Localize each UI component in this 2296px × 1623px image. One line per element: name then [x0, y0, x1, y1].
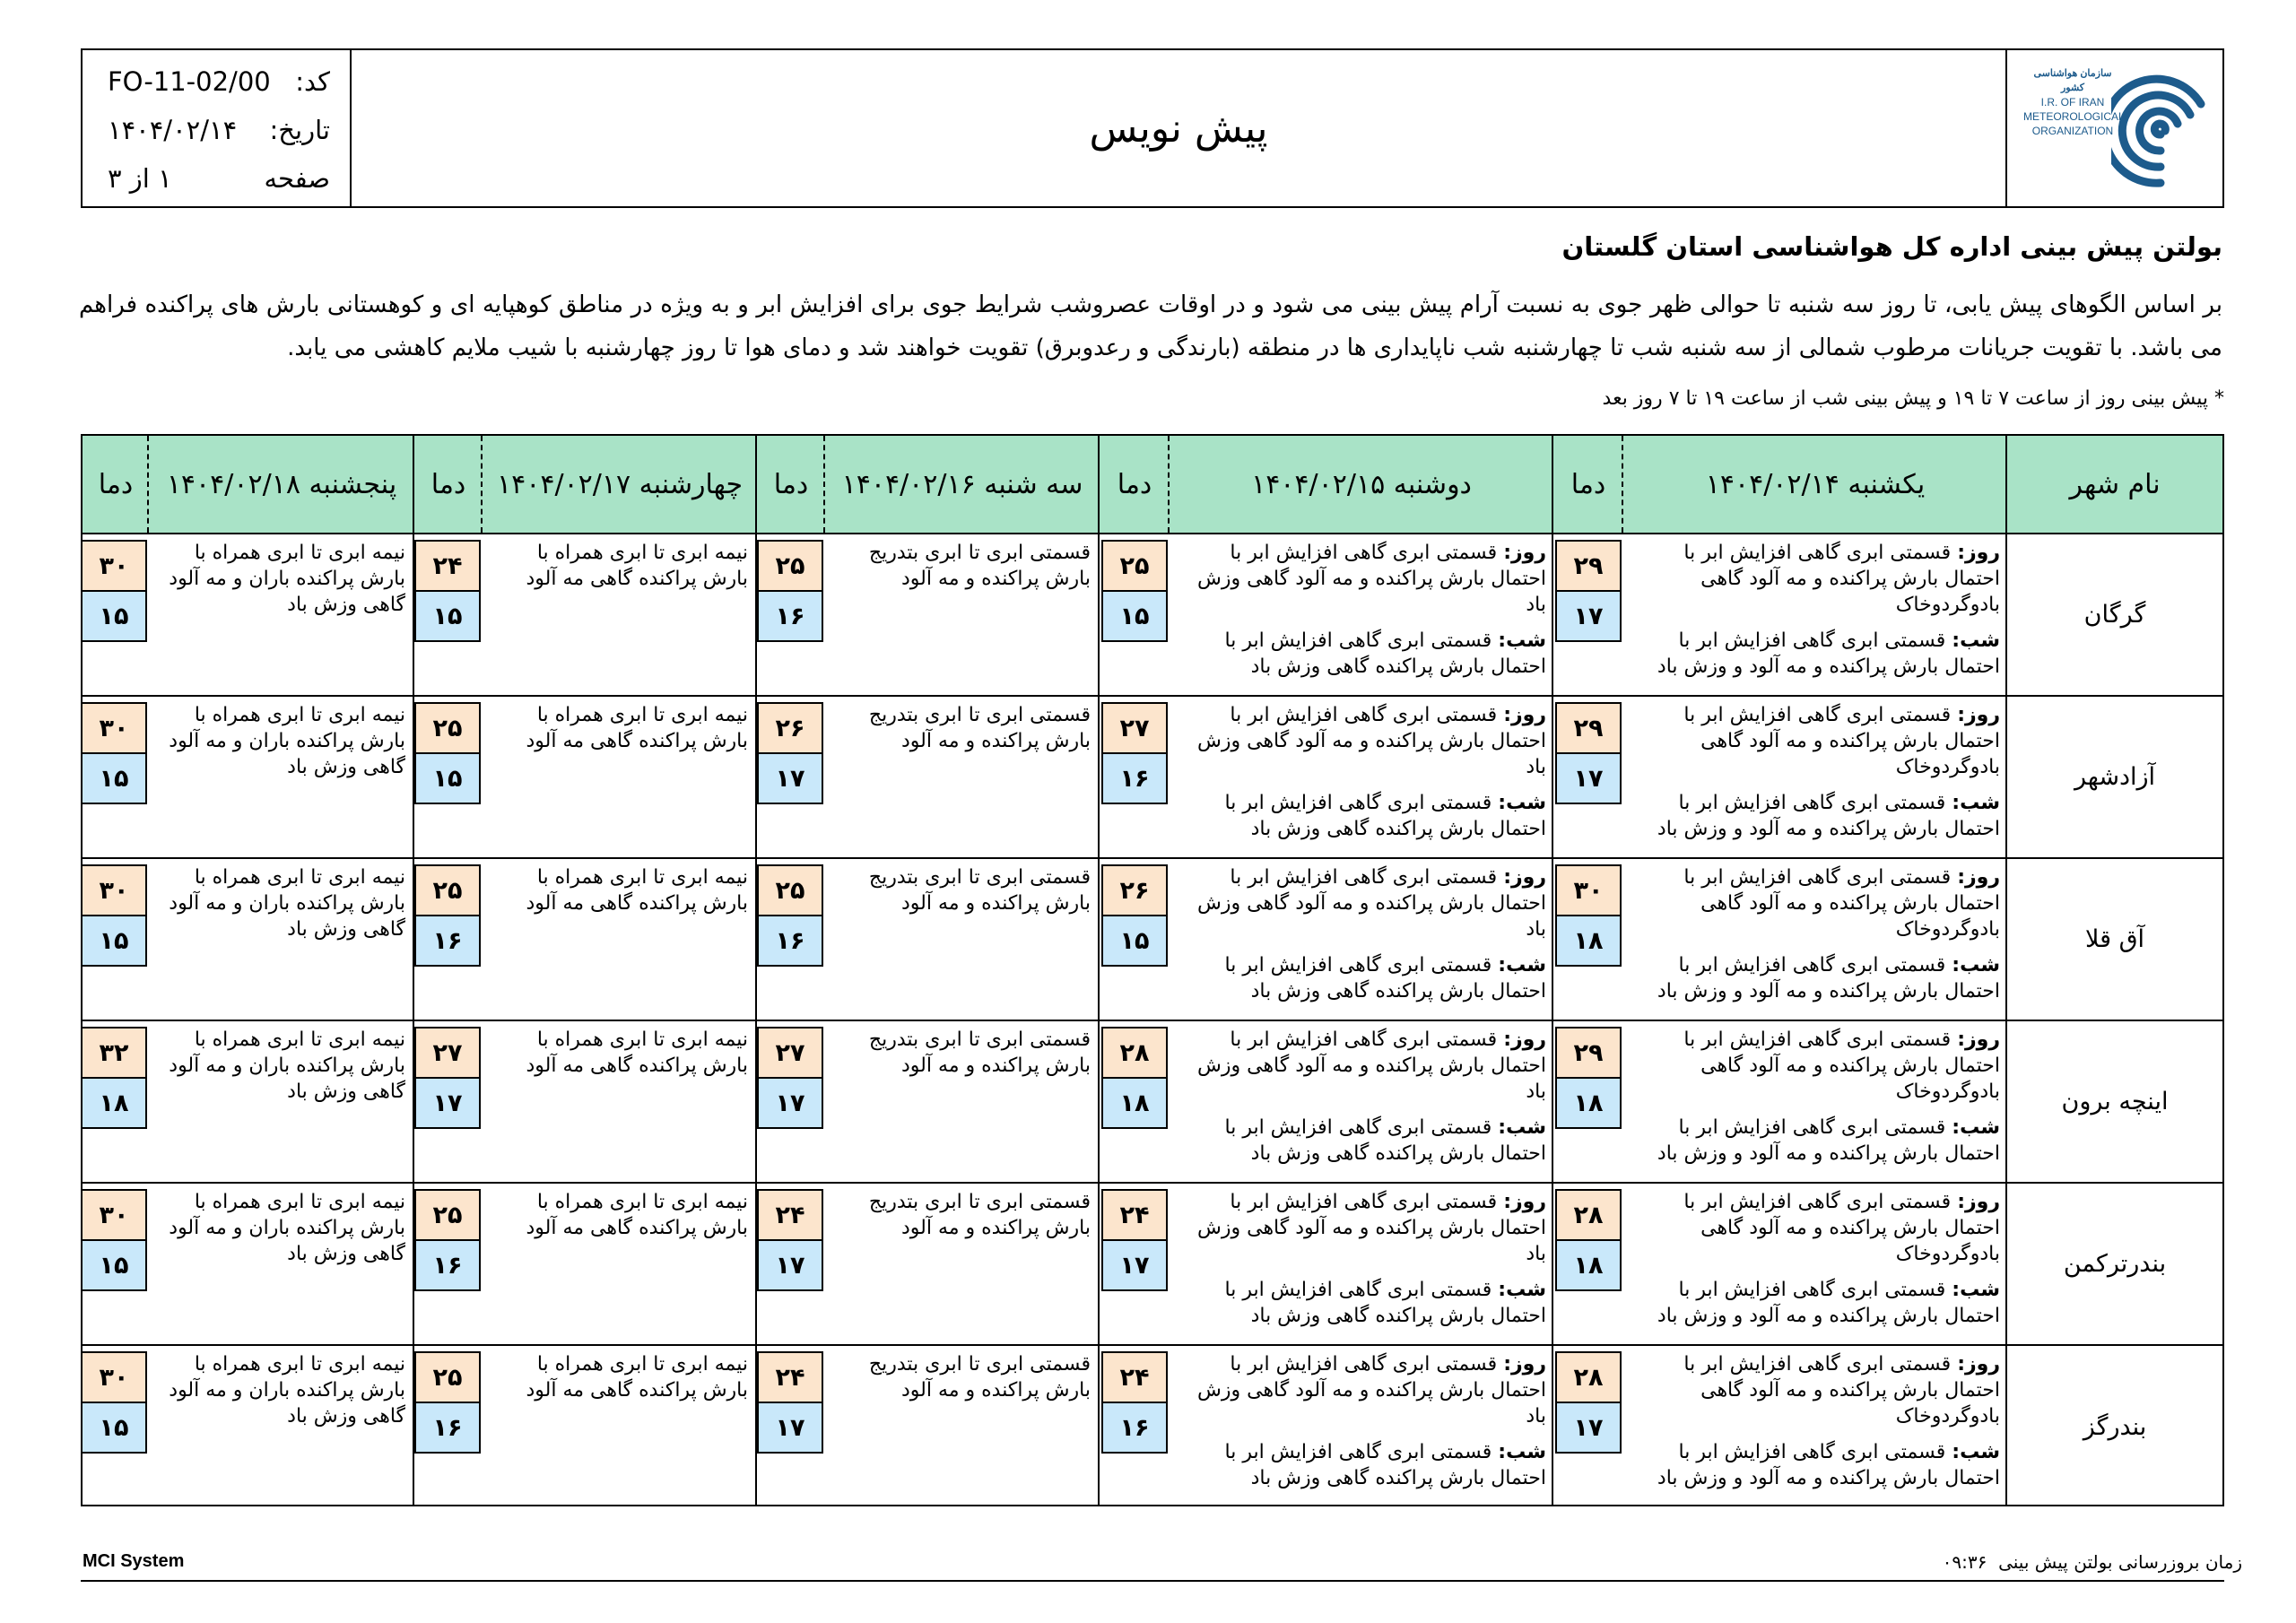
forecast-table [81, 434, 2224, 1506]
logo [2005, 50, 2222, 206]
day2-night-forecast: شب: قسمتی ابری گاهی افزایش ابر با احتمال بارش پراکنده گاهی وزش باد [1224, 1116, 1546, 1165]
day5-min-temp: ۱۵ [81, 1239, 147, 1291]
day2-night-forecast: شب: قسمتی ابری گاهی افزایش ابر با احتمال بارش پراکنده گاهی وزش باد [1224, 629, 1546, 678]
day1-day-forecast: روز: قسمتی ابری گاهی افزایش ابر با احتمال بارش پراکنده و مه آلود گاهی بادوگردوخاک [1683, 1353, 2000, 1428]
day5-forecast: نیمه ابری تا ابری همراه با بارش پراکنده باران و مه آلود گاهی وزش باد [169, 542, 405, 616]
day1-min-temp: ۱۷ [1555, 752, 1622, 804]
day1-max-temp: ۲۸ [1555, 1189, 1622, 1241]
table-row [83, 1184, 2222, 1346]
day5-header: پنجشنبه ۱۴۰۴/۰۲/۱۸ [166, 468, 397, 500]
day5-forecast: نیمه ابری تا ابری همراه با بارش پراکنده باران و مه آلود گاهی وزش باد [169, 866, 405, 941]
day3-max-temp: ۲۶ [757, 702, 823, 754]
day4-max-temp: ۲۵ [414, 864, 481, 916]
day1-night-forecast: شب: قسمتی ابری گاهی افزایش ابر با احتمال بارش پراکنده و مه آلود و وزش باد [1657, 1441, 2000, 1489]
date-label: تاریخ: [269, 115, 330, 145]
day4-min-temp: ۱۵ [414, 752, 481, 804]
day2-day-forecast: روز: قسمتی ابری گاهی افزایش ابر با احتمال بارش پراکنده و مه آلود گاهی وزش باد [1197, 1353, 1546, 1428]
day1-max-temp: ۲۸ [1555, 1351, 1622, 1403]
day2-max-temp: ۲۵ [1101, 540, 1168, 592]
table-row [83, 534, 2222, 697]
day2-min-temp: ۱۷ [1101, 1239, 1168, 1291]
day4-max-temp: ۲۵ [414, 702, 481, 754]
table-row [83, 1346, 2222, 1508]
day3-forecast: قسمتی ابری تا ابری بتدریج بارش پراکنده و مه آلود [868, 1191, 1091, 1239]
day1-night-forecast: شب: قسمتی ابری گاهی افزایش ابر با احتمال بارش پراکنده و مه آلود و وزش باد [1657, 792, 2000, 840]
day5-min-temp: ۱۵ [81, 1402, 147, 1454]
table-row [83, 1021, 2222, 1184]
day1-night-forecast: شب: قسمتی ابری گاهی افزایش ابر با احتمال بارش پراکنده و مه آلود و وزش باد [1657, 954, 2000, 1002]
document-meta [83, 50, 352, 206]
day2-min-temp: ۱۸ [1101, 1077, 1168, 1129]
code-row [108, 66, 330, 97]
meteorological-organization-logo-icon [2111, 68, 2210, 194]
city-name: بندرترکمن [2063, 1250, 2167, 1278]
code-label: کد: [295, 66, 330, 97]
day3-min-temp: ۱۶ [757, 590, 823, 642]
day4-min-temp: ۱۶ [414, 1402, 481, 1454]
day4-max-temp: ۲۷ [414, 1027, 481, 1079]
day2-max-temp: ۲۸ [1101, 1027, 1168, 1079]
day4-max-temp: ۲۴ [414, 540, 481, 592]
day5-forecast: نیمه ابری تا ابری همراه با بارش پراکنده باران و مه آلود گاهی وزش باد [169, 704, 405, 778]
day3-forecast: قسمتی ابری تا ابری بتدریج بارش پراکنده و مه آلود [868, 866, 1091, 915]
day4-header: چهارشنبه ۱۴۰۴/۰۲/۱۷ [497, 468, 743, 500]
day4-max-temp: ۲۵ [414, 1189, 481, 1241]
day5-max-temp: ۳۲ [81, 1027, 147, 1079]
document-header [81, 48, 2224, 208]
day4-min-temp: ۱۷ [414, 1077, 481, 1129]
code-value: FO-11-02/00 [108, 66, 271, 97]
day3-forecast: قسمتی ابری تا ابری بتدریج بارش پراکنده و مه آلود [868, 1028, 1091, 1077]
day2-day-forecast: روز: قسمتی ابری گاهی افزایش ابر با احتمال بارش پراکنده و مه آلود گاهی وزش باد [1197, 1191, 1546, 1265]
day3-max-temp: ۲۵ [757, 540, 823, 592]
city-name: اینچه برون [2061, 1088, 2169, 1115]
day3-max-temp: ۲۴ [757, 1351, 823, 1403]
day3-min-temp: ۱۶ [757, 915, 823, 967]
day2-night-forecast: شب: قسمتی ابری گاهی افزایش ابر با احتمال بارش پراکنده گاهی وزش باد [1224, 1441, 1546, 1489]
day4-forecast: نیمه ابری تا ابری همراه با بارش پراکنده گاهی مه آلود [526, 704, 748, 752]
city-name: آزادشهر [2074, 763, 2156, 791]
day1-day-forecast: روز: قسمتی ابری گاهی افزایش ابر با احتمال بارش پراکنده و مه آلود گاهی بادوگردوخاک [1683, 866, 2000, 941]
page-label: صفحه [264, 163, 330, 194]
day2-night-forecast: شب: قسمتی ابری گاهی افزایش ابر با احتمال بارش پراکنده گاهی وزش باد [1224, 954, 1546, 1002]
day5-min-temp: ۱۸ [81, 1077, 147, 1129]
day4-max-temp: ۲۵ [414, 1351, 481, 1403]
day1-min-temp: ۱۸ [1555, 1239, 1622, 1291]
day5-max-temp: ۳۰ [81, 1351, 147, 1403]
day2-day-forecast: روز: قسمتی ابری گاهی افزایش ابر با احتمال بارش پراکنده و مه آلود گاهی وزش باد [1197, 704, 1546, 778]
day1-max-temp: ۲۹ [1555, 702, 1622, 754]
day4-min-temp: ۱۵ [414, 590, 481, 642]
day5-forecast: نیمه ابری تا ابری همراه با بارش پراکنده باران و مه آلود گاهی وزش باد [169, 1353, 405, 1428]
city-name: بندرگز [2083, 1413, 2147, 1441]
update-time: زمان بروزرسانی بولتن پیش بینی ۰۹:۳۶ [1942, 1551, 2242, 1573]
day1-max-temp: ۳۰ [1555, 864, 1622, 916]
day5-min-temp: ۱۵ [81, 590, 147, 642]
day3-max-temp: ۲۴ [757, 1189, 823, 1241]
day3-min-temp: ۱۷ [757, 1077, 823, 1129]
day2-temp-header: دما [1117, 468, 1152, 500]
day2-day-forecast: روز: قسمتی ابری گاهی افزایش ابر با احتمال بارش پراکنده و مه آلود گاهی وزش باد [1197, 866, 1546, 941]
day4-forecast: نیمه ابری تا ابری همراه با بارش پراکنده گاهی مه آلود [526, 866, 748, 915]
logo-text: سازمان هواشناسی کشور I.R. OF IRAN METEOROLOGICAL ORGANIZATION [2023, 68, 2125, 137]
day3-max-temp: ۲۵ [757, 864, 823, 916]
day2-day-forecast: روز: قسمتی ابری گاهی افزایش ابر با احتمال بارش پراکنده و مه آلود گاهی وزش باد [1197, 542, 1546, 616]
day1-temp-header: دما [1570, 468, 1606, 500]
day4-forecast: نیمه ابری تا ابری همراه با بارش پراکنده گاهی مه آلود [526, 1353, 748, 1402]
bulletin-paragraph: بر اساس الگوهای پیش یابی، تا روز سه شنبه تا حوالی ظهر جوی به نسبت آرام پیش بینی می شود و در اوقات عصروشب شرایط جوی برای افزایش ابر و به ویژه در مناطق کوهپایه ای و کوهستانی بارش های پراکنده فراهم می باشد. با تقویت جریانات مرطوب شمالی از سه شنبه شب تا چهارشنبه شب ناپایداری ها در منطقه (بارندگی و رعدوبرق) تقویت خواهند شد و دمای هوا تا روز چهارشنبه با شیب ملایم کاهشی می یابد. [79, 291, 2222, 361]
table-row [83, 859, 2222, 1021]
day2-min-temp: ۱۵ [1101, 590, 1168, 642]
page-title: پیش نویس [1089, 105, 1268, 152]
date-value: ۱۴۰۴/۰۲/۱۴ [108, 115, 238, 145]
page-row [108, 163, 330, 194]
day3-forecast: قسمتی ابری تا ابری بتدریج بارش پراکنده و مه آلود [868, 542, 1091, 590]
day3-forecast: قسمتی ابری تا ابری بتدریج بارش پراکنده و مه آلود [868, 704, 1091, 752]
day1-day-forecast: روز: قسمتی ابری گاهی افزایش ابر با احتمال بارش پراکنده و مه آلود گاهی بادوگردوخاک [1683, 542, 2000, 616]
day2-max-temp: ۲۴ [1101, 1189, 1168, 1241]
date-row [108, 115, 330, 145]
day1-day-forecast: روز: قسمتی ابری گاهی افزایش ابر با احتمال بارش پراکنده و مه آلود گاهی بادوگردوخاک [1683, 704, 2000, 778]
table-header [83, 436, 2222, 534]
day1-night-forecast: شب: قسمتی ابری گاهی افزایش ابر با احتمال بارش پراکنده و مه آلود و وزش باد [1657, 1116, 2000, 1165]
day2-night-forecast: شب: قسمتی ابری گاهی افزایش ابر با احتمال بارش پراکنده گاهی وزش باد [1224, 1279, 1546, 1327]
day5-max-temp: ۳۰ [81, 540, 147, 592]
day2-min-temp: ۱۶ [1101, 1402, 1168, 1454]
day3-temp-header: دما [773, 468, 809, 500]
day3-max-temp: ۲۷ [757, 1027, 823, 1079]
day3-min-temp: ۱۷ [757, 1402, 823, 1454]
day4-temp-header: دما [430, 468, 466, 500]
day5-temp-header: دما [98, 468, 134, 500]
footer-divider [81, 1580, 2224, 1582]
system-name: MCI System [83, 1551, 185, 1571]
page-value: ۱ از ۳ [108, 163, 172, 194]
day1-min-temp: ۱۷ [1555, 590, 1622, 642]
day5-max-temp: ۳۰ [81, 864, 147, 916]
day1-max-temp: ۲۹ [1555, 540, 1622, 592]
day4-forecast: نیمه ابری تا ابری همراه با بارش پراکنده گاهی مه آلود [526, 542, 748, 590]
forecast-time-note: * پیش بینی روز از ساعت ۷ تا ۱۹ و پیش بینی شب از ساعت ۱۹ تا ۷ روز بعد [1602, 387, 2224, 410]
city-name: آق قلا [2084, 925, 2145, 953]
day5-max-temp: ۳۰ [81, 1189, 147, 1241]
city-column-header: نام شهر [2069, 468, 2161, 500]
day5-min-temp: ۱۵ [81, 752, 147, 804]
day4-forecast: نیمه ابری تا ابری همراه با بارش پراکنده گاهی مه آلود [526, 1191, 748, 1239]
day1-min-temp: ۱۷ [1555, 1402, 1622, 1454]
day2-min-temp: ۱۵ [1101, 915, 1168, 967]
day5-forecast: نیمه ابری تا ابری همراه با بارش پراکنده باران و مه آلود گاهی وزش باد [169, 1028, 405, 1103]
day1-day-forecast: روز: قسمتی ابری گاهی افزایش ابر با احتمال بارش پراکنده و مه آلود گاهی بادوگردوخاک [1683, 1191, 2000, 1265]
day2-min-temp: ۱۶ [1101, 752, 1168, 804]
table-row [83, 697, 2222, 859]
day1-max-temp: ۲۹ [1555, 1027, 1622, 1079]
day1-night-forecast: شب: قسمتی ابری گاهی افزایش ابر با احتمال بارش پراکنده و مه آلود و وزش باد [1657, 1279, 2000, 1327]
day5-max-temp: ۳۰ [81, 702, 147, 754]
city-name: گرگان [2083, 601, 2146, 629]
day2-max-temp: ۲۴ [1101, 1351, 1168, 1403]
day5-forecast: نیمه ابری تا ابری همراه با بارش پراکنده باران و مه آلود گاهی وزش باد [169, 1191, 405, 1265]
day4-forecast: نیمه ابری تا ابری همراه با بارش پراکنده گاهی مه آلود [526, 1028, 748, 1077]
bulletin-title: بولتن پیش بینی اداره کل هواشناسی استان گلستان [1561, 231, 2222, 262]
day1-header: یکشنبه ۱۴۰۴/۰۲/۱۴ [1705, 468, 1926, 500]
day3-header: سه شنبه ۱۴۰۴/۰۲/۱۶ [841, 468, 1083, 500]
day2-max-temp: ۲۷ [1101, 702, 1168, 754]
day3-min-temp: ۱۷ [757, 1239, 823, 1291]
day1-day-forecast: روز: قسمتی ابری گاهی افزایش ابر با احتمال بارش پراکنده و مه آلود گاهی بادوگردوخاک [1683, 1028, 2000, 1103]
day2-header: دوشنبه ۱۴۰۴/۰۲/۱۵ [1251, 468, 1472, 500]
day1-min-temp: ۱۸ [1555, 1077, 1622, 1129]
day1-min-temp: ۱۸ [1555, 915, 1622, 967]
day5-min-temp: ۱۵ [81, 915, 147, 967]
day3-min-temp: ۱۷ [757, 752, 823, 804]
day2-day-forecast: روز: قسمتی ابری گاهی افزایش ابر با احتمال بارش پراکنده و مه آلود گاهی وزش باد [1197, 1028, 1546, 1103]
day4-min-temp: ۱۶ [414, 1239, 481, 1291]
day4-min-temp: ۱۶ [414, 915, 481, 967]
day2-max-temp: ۲۶ [1101, 864, 1168, 916]
day2-night-forecast: شب: قسمتی ابری گاهی افزایش ابر با احتمال بارش پراکنده گاهی وزش باد [1224, 792, 1546, 840]
day3-forecast: قسمتی ابری تا ابری بتدریج بارش پراکنده و مه آلود [868, 1353, 1091, 1402]
day1-night-forecast: شب: قسمتی ابری گاهی افزایش ابر با احتمال بارش پراکنده و مه آلود و وزش باد [1657, 629, 2000, 678]
